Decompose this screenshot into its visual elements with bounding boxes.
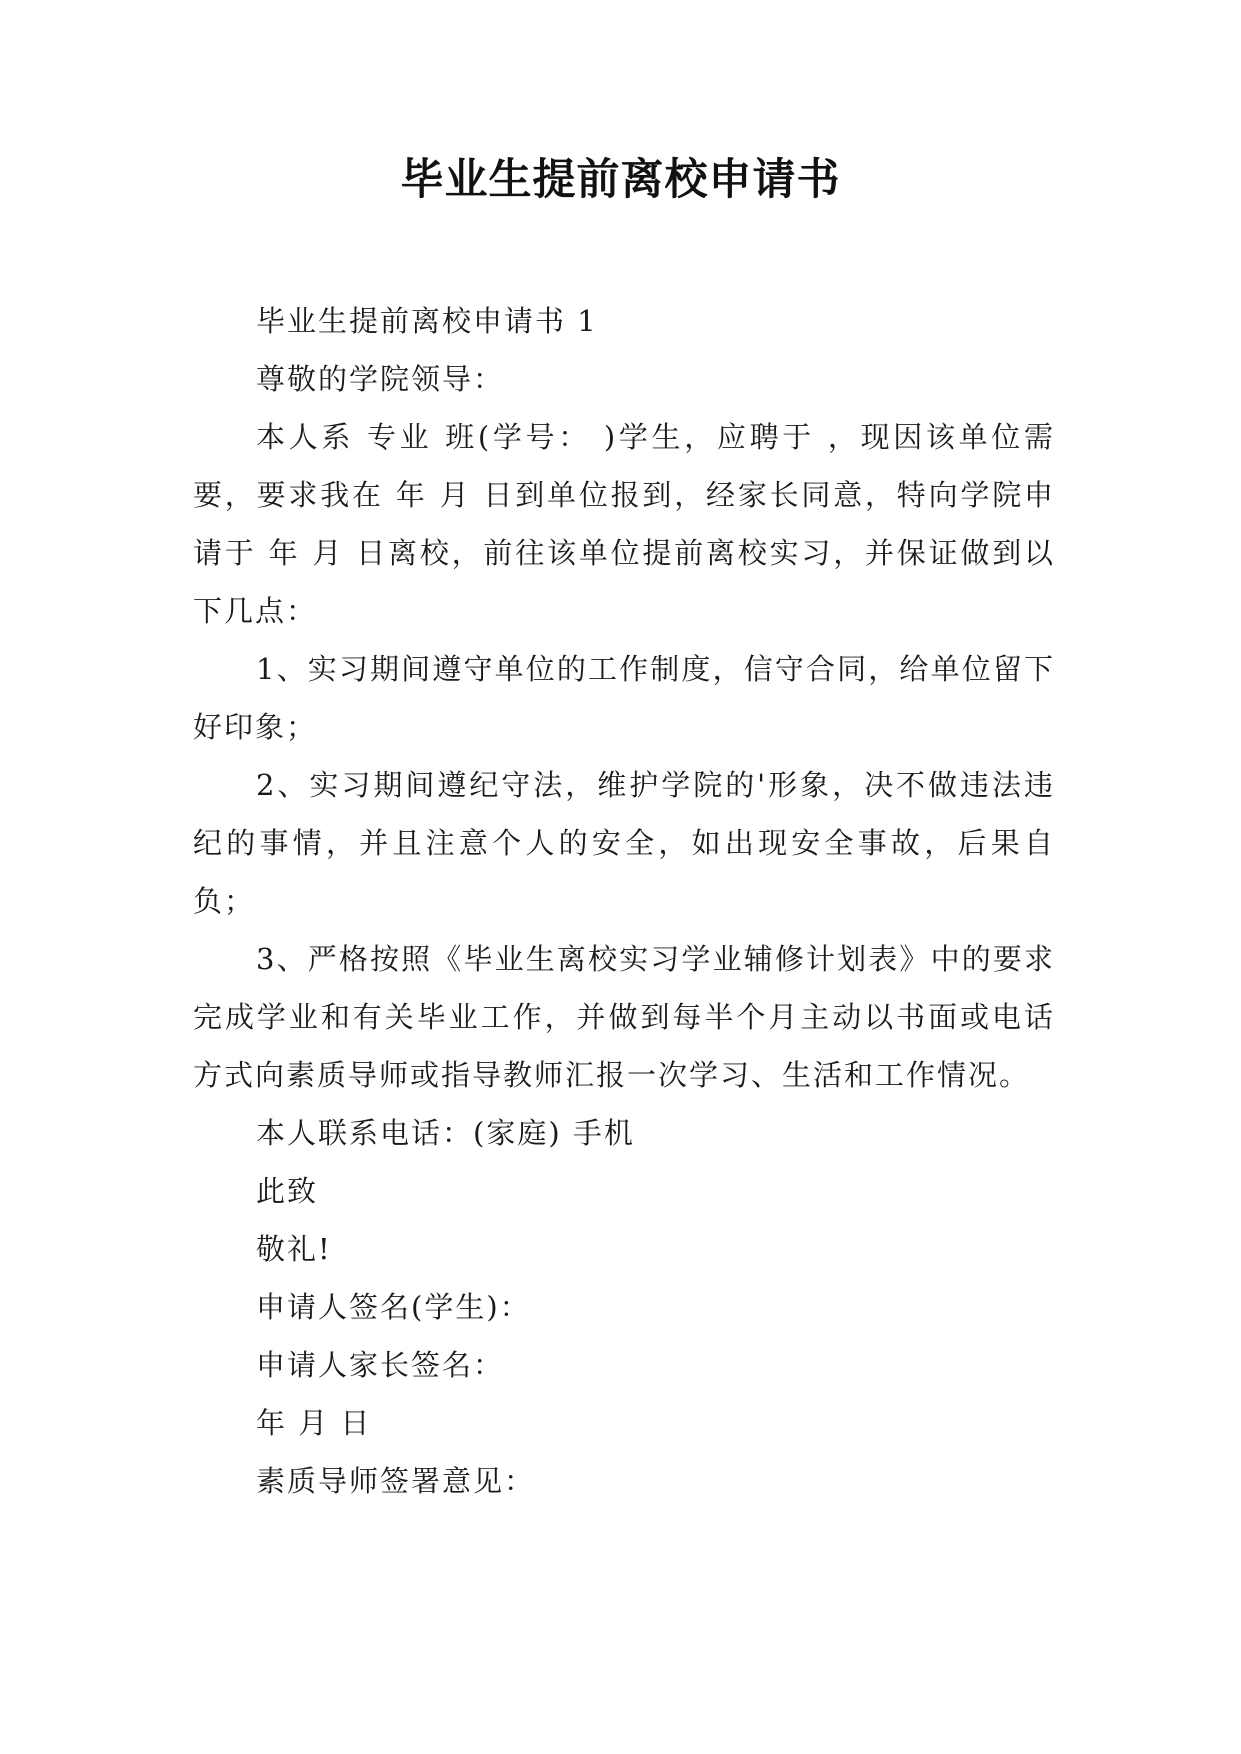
salutation: 尊敬的学院领导：: [256, 362, 505, 396]
mentor-opinion-line: 素质导师签署意见：: [256, 1464, 536, 1498]
commitment-item-2: 2、实习期间遵纪守法，维护学院的'形象，决不做违法违纪的事情，并且注意个人的安全，如出现安全事故，后果自负；: [193, 768, 1055, 918]
closing-line-2: 敬礼!: [256, 1232, 332, 1266]
document-heading: 毕业生提前离校申请书 1: [256, 304, 598, 338]
date-line: 年 月 日: [256, 1406, 372, 1440]
closing-line-1: 此致: [256, 1174, 319, 1208]
contact-line: 本人联系电话：(家庭) 手机: [256, 1116, 635, 1150]
intro-paragraph: 本人系 专业 班(学号： )学生，应聘于 ，现因该单位需要，要求我在 年 月 日到单位报到，经家长同意，特向学院申请于 年 月 日离校，前往该单位提前离校实习，并保证做到以下几点：: [193, 420, 1055, 628]
document-title: 毕业生提前离校申请书: [400, 155, 841, 205]
document-body: [193, 292, 1055, 1510]
student-signature-line: 申请人签名(学生)：: [256, 1290, 531, 1324]
parent-signature-line: 申请人家长签名：: [256, 1348, 505, 1382]
commitment-item-3: 3、严格按照《毕业生离校实习学业辅修计划表》中的要求完成学业和有关毕业工作，并做到每半个月主动以书面或电话方式向素质导师或指导教师汇报一次学习、生活和工作情况。: [193, 942, 1055, 1092]
commitment-item-1: 1、实习期间遵守单位的工作制度，信守合同，给单位留下好印象；: [193, 652, 1055, 744]
